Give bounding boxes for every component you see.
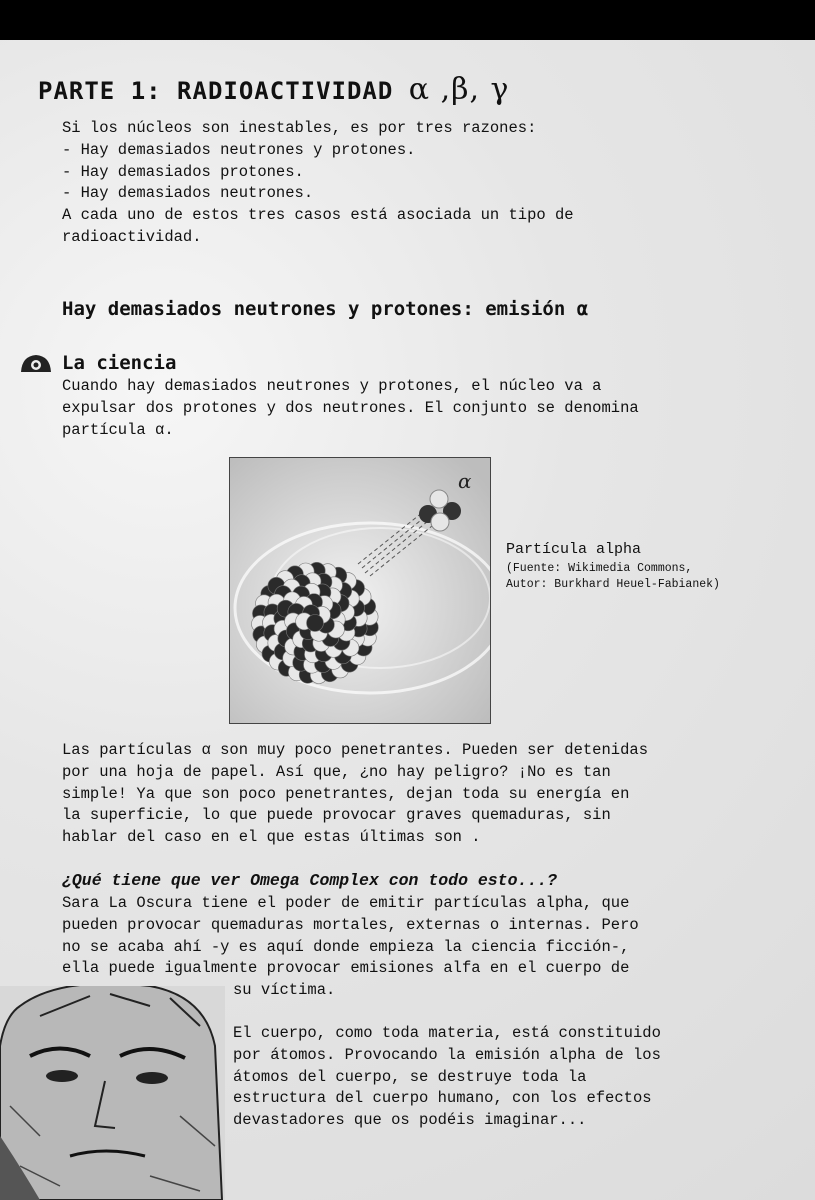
body-line: devastadores que os podéis imaginar... (233, 1111, 587, 1130)
intro-line: - Hay demasiados neutrones y protones. (62, 140, 416, 159)
body-line: estructura del cuerpo humano, con los efectos (233, 1089, 652, 1108)
figure-caption: Partícula alpha (506, 541, 642, 558)
intro-line: - Hay demasiados protones. (62, 162, 304, 181)
penetration-line: Las partículas α son muy poco penetrantes. Pueden ser detenidas (62, 741, 648, 759)
science-heading: La ciencia (62, 352, 177, 374)
penetration-line: simple! Ya que son poco penetrantes, dejan toda su energía en (62, 784, 630, 803)
intro-line: radioactividad. (62, 228, 202, 246)
science-line: expulsar dos protones y dos neutrones. El conjunto se denomina (62, 398, 639, 417)
omega-question: ¿Qué tiene que ver Omega Complex con todo esto...? (62, 871, 558, 890)
body-line: átomos del cuerpo, se destruye toda la (233, 1067, 587, 1086)
intro-line: - Hay demasiados neutrones. (62, 184, 314, 203)
answer-line: pueden provocar quemaduras mortales, externas o internas. Pero (62, 915, 639, 934)
body-line: por átomos. Provocando la emisión alpha de los (233, 1045, 661, 1064)
penetration-line: la superficie, lo que puede provocar graves quemaduras, sin (62, 806, 611, 825)
alpha-diagram (230, 458, 490, 723)
science-line: Cuando hay demasiados neutrones y protones, el núcleo va a (62, 377, 602, 395)
alpha-label: α (458, 469, 472, 493)
penetration-line: hablar del caso en el que estas últimas son . (62, 828, 481, 847)
penetration-line: por una hoja de papel. Así que, ¿no hay peligro? ¡No es tan (62, 762, 611, 781)
answer-line: Sara La Oscura tiene el poder de emitir partículas alpha, que (62, 894, 630, 912)
alpha-particle-figure (229, 457, 491, 724)
title-main: PARTE 1: RADIOACTIVIDAD (38, 77, 394, 105)
answer-tail: su víctima. (233, 981, 336, 1000)
page-title (38, 72, 509, 107)
intro-line: A cada uno de estos tres casos está asociada un tipo de (62, 206, 574, 225)
figure-source: (Fuente: Wikimedia Commons, Autor: Burkhard Heuel-Fabianek) (506, 562, 720, 591)
character-illustration (0, 986, 225, 1200)
brain-icon (18, 352, 54, 374)
body-line: El cuerpo, como toda materia, está constituido (233, 1024, 661, 1042)
answer-line: ella puede igualmente provocar emisiones alfa en el cuerpo de (62, 959, 630, 978)
title-greek: α ,β, γ (408, 72, 510, 107)
section-heading: Hay demasiados neutrones y protones: emisión α (62, 298, 589, 320)
answer-line: no se acaba ahí -y es aquí donde empieza la ciencia ficción-, (62, 937, 630, 956)
nucleon (307, 615, 324, 632)
science-line: partícula α. (62, 420, 174, 439)
intro-line: Si los núcleos son inestables, es por tres razones: (62, 119, 537, 137)
